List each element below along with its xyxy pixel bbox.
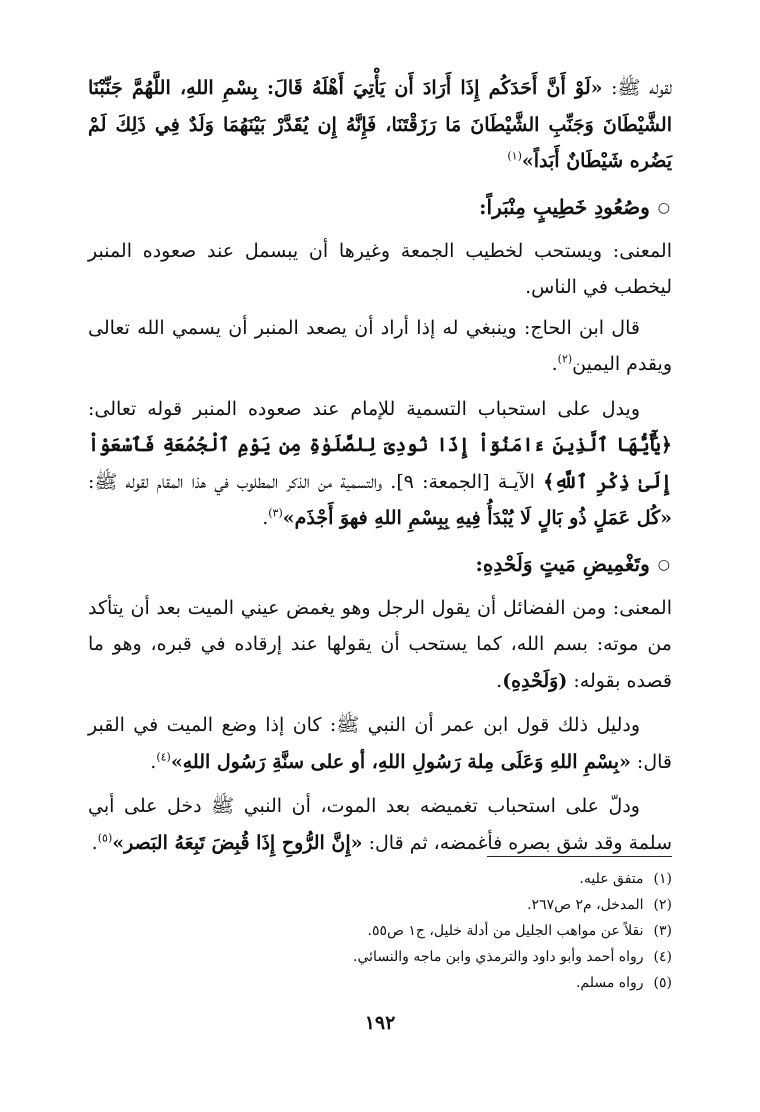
footnote-number: (٤) <box>653 949 672 965</box>
paragraph-burial-meaning <box>88 590 672 700</box>
footnote-text: متفق عليه. <box>579 871 644 887</box>
footnote-text: رواه أحمد وأبو داود والترمذي وابن ماجه والنسائي. <box>353 949 644 965</box>
footnote-number: (١) <box>653 871 672 887</box>
footnote-text: المدخل، م٢ ص٢٦٧. <box>527 897 644 913</box>
footnote-item <box>88 892 672 918</box>
quran-verse: ﴿يَٰٓأَيُّهَا ٱلَّذِينَ ءَامَنُوٓاْ إِذَا نُودِىَ لِلصَّلَوٰةِ مِن يَوْمِ ٱلْجُمُعَةِ فَٱسْعَوْاْ إِلَىٰ ذِكْرِ ٱللَّهِ﴾ <box>88 434 673 493</box>
paragraph-text: قال ابن الحاج: وينبغي له إذا أراد أن يصعد المنبر أن يسمي الله تعالى ويقدم اليمين <box>88 316 672 375</box>
hadith-quote: «إِنَّ الرُّوحِ إِذَا قُبِضَ تَبِعَهُ البَصر» <box>112 831 363 854</box>
paragraph-ibn-umar <box>88 707 672 780</box>
hadith-quote: «كُل عَمَلٍ ذُو بَالٍ لَا يُبْدَأُ فِيهِ بِبِسْمِ اللهِ فهوَ أَجْذَم» <box>282 507 672 529</box>
footnote-ref-1: (١) <box>507 149 522 163</box>
footnote-ref-5: (٥) <box>97 831 113 845</box>
circle-bullet-icon: ○ <box>657 199 670 216</box>
paragraph-end: . <box>551 353 558 375</box>
paragraph-ibn-alhaj <box>88 310 672 383</box>
section-heading-minbar <box>88 188 672 227</box>
section-heading-text: وتَغْمِيضِ مَيتٍ وَلَحْدِهِ: <box>475 551 650 576</box>
footnote-item <box>88 970 672 996</box>
paragraph-lead: لقوله ﷺ: <box>602 77 672 99</box>
footnote-separator <box>487 856 672 857</box>
paragraph-jumuah-evidence <box>88 391 672 537</box>
paragraph-text: المعنى: ومن الفضائل أن يقول الرجل وهو يغمض عيني الميت بعد أن يتأكد من موته: بسم الله، كما يستحب أن يقولها عند إرقاده في قبره، وهو ما قصده بقوله: <box>88 596 672 692</box>
footnote-text: نقلاً عن مواهب الجليل من أدلة خليل، ج١ ص٥٥. <box>367 923 644 939</box>
paragraph-end: . <box>91 831 98 854</box>
footnote-number: (٢) <box>653 897 672 913</box>
paragraph-minbar-meaning: المعنى: ويستحب لخطيب الجمعة وغيرها أن يبسمل عند صعوده المنبر ليخطب في الناس. <box>88 239 672 298</box>
footnote-number: (٥) <box>653 975 672 991</box>
footnote-number: (٣) <box>653 923 672 939</box>
paragraph-end: . <box>150 750 157 773</box>
paragraph-lead: ويدل على استحباب التسمية للإمام عند صعوده المنبر قوله تعالى: <box>88 397 640 420</box>
circle-bullet-icon: ○ <box>657 556 670 573</box>
footnote-item <box>88 918 672 944</box>
paragraph-lead: ودلّ على استحباب تغميضه بعد الموت، أن النبي ﷺ دخل على أبي سلمة وقد شق بصره فأغمضه، ثم قال: <box>88 795 672 854</box>
paragraph-end: . <box>262 507 269 529</box>
section-heading-text: وصُعُودِ خَطِيبٍ مِنْبَراً: <box>479 194 650 219</box>
quoted-term: (وَلَحْدِهِ) <box>502 669 568 692</box>
paragraph-middle: الآيـة [الجمعة: ٩]. والتسمية من الذكر المطلوب في هذا المقام لقوله ﷺ: <box>88 470 544 493</box>
hadith-quote: «بِسْمِ اللهِ وَعَلَى مِلة رَسُولِ اللهِ، أو على سنَّةِ رَسُول اللهِ» <box>170 750 631 773</box>
paragraph-lead: ودليل ذلك قول ابن عمر أن النبي ﷺ: كان إذا وضع الميت في القبر قال: <box>88 714 672 773</box>
footnote-item <box>88 944 672 970</box>
footnote-text: رواه مسلم. <box>575 975 644 991</box>
footnotes <box>88 866 672 996</box>
footnote-ref-3: (٣) <box>268 506 283 520</box>
footnote-ref-4: (٤) <box>156 750 171 764</box>
footnote-item <box>88 866 672 892</box>
paragraph-end: . <box>496 669 503 692</box>
paragraph-abu-salama <box>88 788 672 861</box>
section-heading-burial <box>88 545 672 584</box>
page-number: ١٩٢ <box>364 1012 396 1034</box>
page-body <box>88 70 672 869</box>
footnote-ref-2: (٢) <box>557 352 573 366</box>
hadith-quote: «لَوْ أَنَّ أَحَدَكُم إِذَا أَرَادَ أَن يَأْتِيَ أَهْلَهُ قَالَ: بِسْمِ اللهِ، اللَّهُمَّ جَنِّبْنَا الشَّيْطَانَ وَجَنِّبِ الشَّيْطَانَ مَا رَزَقْتَنَا، فَإِنَّهُ إِن يُقَدَّرْ بَيْنَهُمَا وَلَدٌ فِي ذَلِكَ لَمْ يَضُره شَيْطَانٌ أَبَداً» <box>88 77 672 172</box>
paragraph-hadith-intimacy <box>88 70 672 180</box>
